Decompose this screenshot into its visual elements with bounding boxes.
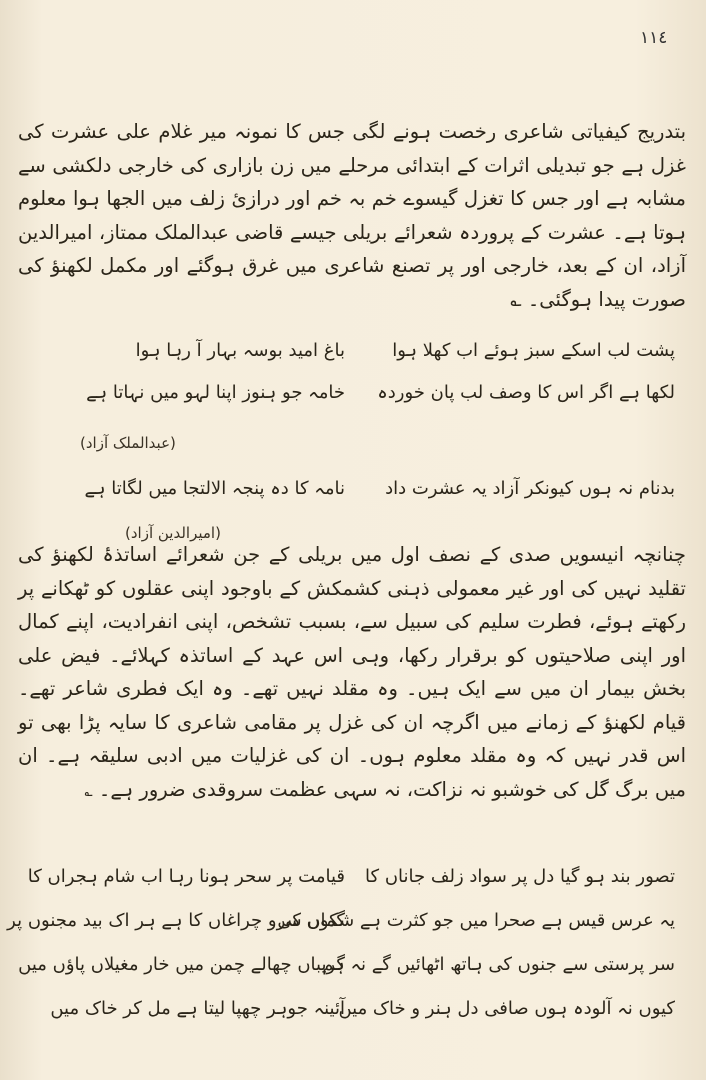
poet-credit: (عبدالملک آزاد) [80,434,176,452]
verse-couplet [45,478,675,510]
verse-line: یہ عرس قیس ہے صحرا میں جو کثرت ہے شکوں کی [277,910,675,931]
verse-couplet [45,382,675,414]
verse-marker: ؎ [84,783,93,800]
page-number: ١١٤ [640,28,668,48]
paragraph-2 [18,538,686,809]
verse-line: سر پرستی سے جنوں کی ہاتھ اٹھائیں گے نہ ہم [322,954,675,975]
verse-line: تصور بند ہو گیا دل پر سواد زلف جاناں کا [365,866,675,887]
verse-couplet [45,998,675,1030]
verse-line: خامہ جو ہنوز اپنا لہو میں نہاتا ہے [86,382,345,403]
verse-line: قیامت پر سحر ہونا رہا اب شام ہجراں کا [27,866,345,887]
paragraph-1: بتدریج کیفیاتی شاعری رخصت ہونے لگی جس کا نمونہ میر غلام علی عشرت کی غزل ہے جو تبدیلی اثرات کے ابتدائی مرحلے میں زن بازاری کی خارجی دلکشی سے مشابہ ہے اور جس کا تغزل گیسوے خم بہ خم اور درازیٔ زلف میں الجھا ہوا معلوم ہوتا ہے۔ عشرت کے پروردہ شعرائے بریلی جیسے قاضی عبدالملک ممتاز، امیرالدین آزاد، ان کے بعد، خارجی اور پر تصنع شاعری میں غرق ہوگئے اور مکمل لکھنؤ کی صورت پیدا ہوگئی۔ ؎ [18,120,686,311]
verse-line: بدنام نہ ہوں کیونکر آزاد یہ عشرت داد [385,478,675,499]
verse-line: گماں سرو چراغاں کا ہے ہر اک بید مجنوں پر [7,910,345,931]
verse-line: گریباں چھالے چمن میں خار مغیلاں پاؤں میں [18,954,345,975]
paragraph-2-text: چنانچہ انیسویں صدی کے نصف اول میں بریلی کے جن شعرائے اساتذۂ لکھنؤ کی تقلید نہیں کی اور غیر معمولی ذہنی کشمکش کے باوجود اپنی عقلوں کو ٹھکانے پر رکھتے ہوئے، فطرت سلیم کی سبیل سے، بسبب تشخص، اپنی انفرادیت، اپنے کمال اور اپنی صلاحیتوں کو برقرار رکھا، وہی اس عہد کے اساتذہ کہلائے۔ فیض علی بخش بیمار ان میں سے ایک ہیں۔ وہ مقلد نہیں تھے۔ وہ ایک فطری شاعر تھے۔ قیام لکھنؤ کے زمانے میں اگرچہ ان کی غزل پر مقامی شاعری کا سایہ پڑا بھی تو اس قدر نہیں کہ وہ مقلد معلوم ہوں۔ ان کی غزلیات میں ادبی سلیقہ ہے۔ ان میں برگ گل کی خوشبو نہ نزاکت، نہ سہی عظمت سروقدی ضرور ہے۔ [18,543,686,801]
verse-couplet [7,910,675,942]
verse-line: باغ امید بوسہ بہار آ رہا ہوا [135,340,345,361]
verse-line: لکھا ہے اگر اس کا وصف لب پان خوردہ [377,382,675,403]
verse-couplet [18,954,675,986]
verse-line: کیوں نہ آلودہ ہوں صافی دل ہنر و خاک میں [338,998,675,1019]
verse-line: آئینہ جوہر چھپا لیتا ہے مل کر خاک میں [50,998,345,1019]
poet-credit: (امیرالدین آزاد) [125,524,221,542]
verse-line: نامہ کا دہ پنجہ الالتجا میں لگاتا ہے [84,478,345,499]
verse-line: پشت لب اسکے سبز ہوئے اب کھلا ہوا [392,340,675,361]
verse-couplet [45,340,675,372]
verse-couplet [27,866,675,898]
